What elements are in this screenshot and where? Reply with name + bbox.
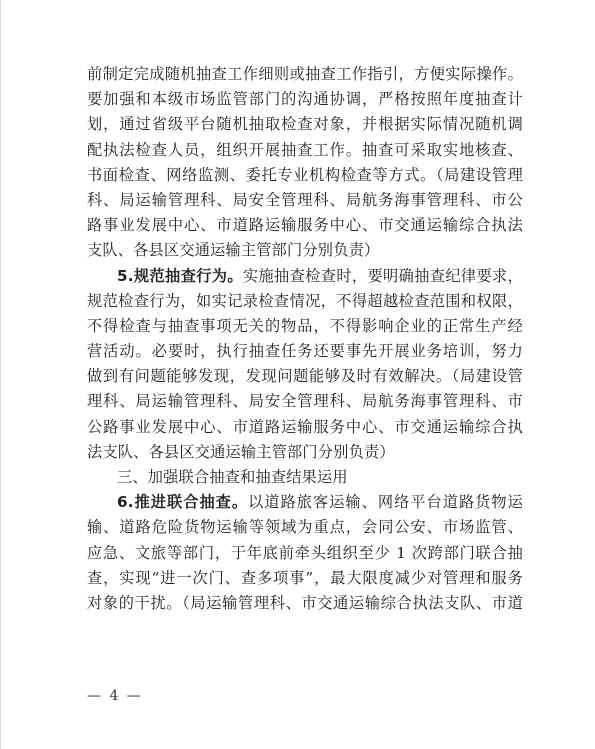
paragraph-6-first-rest: 以道路旅客运输、网络平台道路货物运 — [248, 493, 523, 512]
text-line: 划，通过省级平台随机抽取检查对象，并根据实际情况随机调 — [87, 115, 523, 134]
text-line: 输、道路危险货物运输等领域为重点，会同公安、市场监管、 — [87, 518, 523, 537]
text-line: 不得检查与抽查事项无关的物品，不得影响企业的正常生产经 — [87, 316, 523, 335]
text-line: 前制定完成随机抽查工作细则或抽查工作指引，方便实际操作。 — [87, 65, 523, 83]
section-heading: 三、加强联合抽查和抽查结果运用 — [117, 468, 348, 486]
text-line: 应急、文旅等部门，于年底前牵头组织至少 1 次跨部门联合抽 — [87, 543, 523, 562]
text-line: 支队、各县区交通运输主管部门分别负责） — [87, 241, 380, 260]
paragraph-6-lead: 6.推进联合抽查。 — [117, 493, 249, 512]
paragraph-5-first-rest: 实施抽查检查时，要明确抽查纪律要求， — [242, 266, 523, 285]
paragraph-5-lead: 5.规范抽查行为。 — [117, 266, 243, 285]
text-line: 书面检查、网络监测、委托专业机构检查等方式。（局建设管理 — [87, 165, 523, 184]
text-line: 营活动。必要时，执行抽查任务还要事先开展业务培训，努力 — [87, 342, 523, 361]
text-line: 配执法检查人员，组织开展抽查工作。抽查可采取实地核查、 — [87, 140, 523, 159]
text-line: 做到有问题能够发现，发现问题能够及时有效解决。（局建设管 — [87, 367, 523, 386]
text-line: 科、局运输管理科、局安全管理科、局航务海事管理科、市公 — [87, 190, 523, 209]
document-body — [87, 62, 523, 616]
text-line: 公路事业发展中心、市道路运输服务中心、市交通运输综合执 — [87, 417, 523, 436]
text-line: 路事业发展中心、市道路运输服务中心、市交通运输综合执法 — [87, 216, 523, 235]
text-line: 理科、局运输管理科、局安全管理科、局航务海事管理科、市 — [87, 392, 523, 411]
paragraph-5-first-line — [87, 264, 523, 289]
page-number: — 4 — — [87, 688, 143, 704]
text-line: 对象的干扰。（局运输管理科、市交通运输综合执法支队、市道 — [87, 593, 523, 612]
text-line: 法支队、各县区交通运输主管部门分别负责） — [87, 442, 395, 461]
text-line: 规范检查行为，如实记录检查情况，不得超越检查范围和权限， — [87, 291, 523, 310]
text-line: 要加强和本级市场监管部门的沟通协调，严格按照年度抽查计 — [87, 90, 523, 109]
paragraph-6-first-line — [87, 490, 523, 515]
text-line: 查，实现“进一次门、查多项事”，最大限度减少对管理和服务 — [87, 568, 523, 587]
